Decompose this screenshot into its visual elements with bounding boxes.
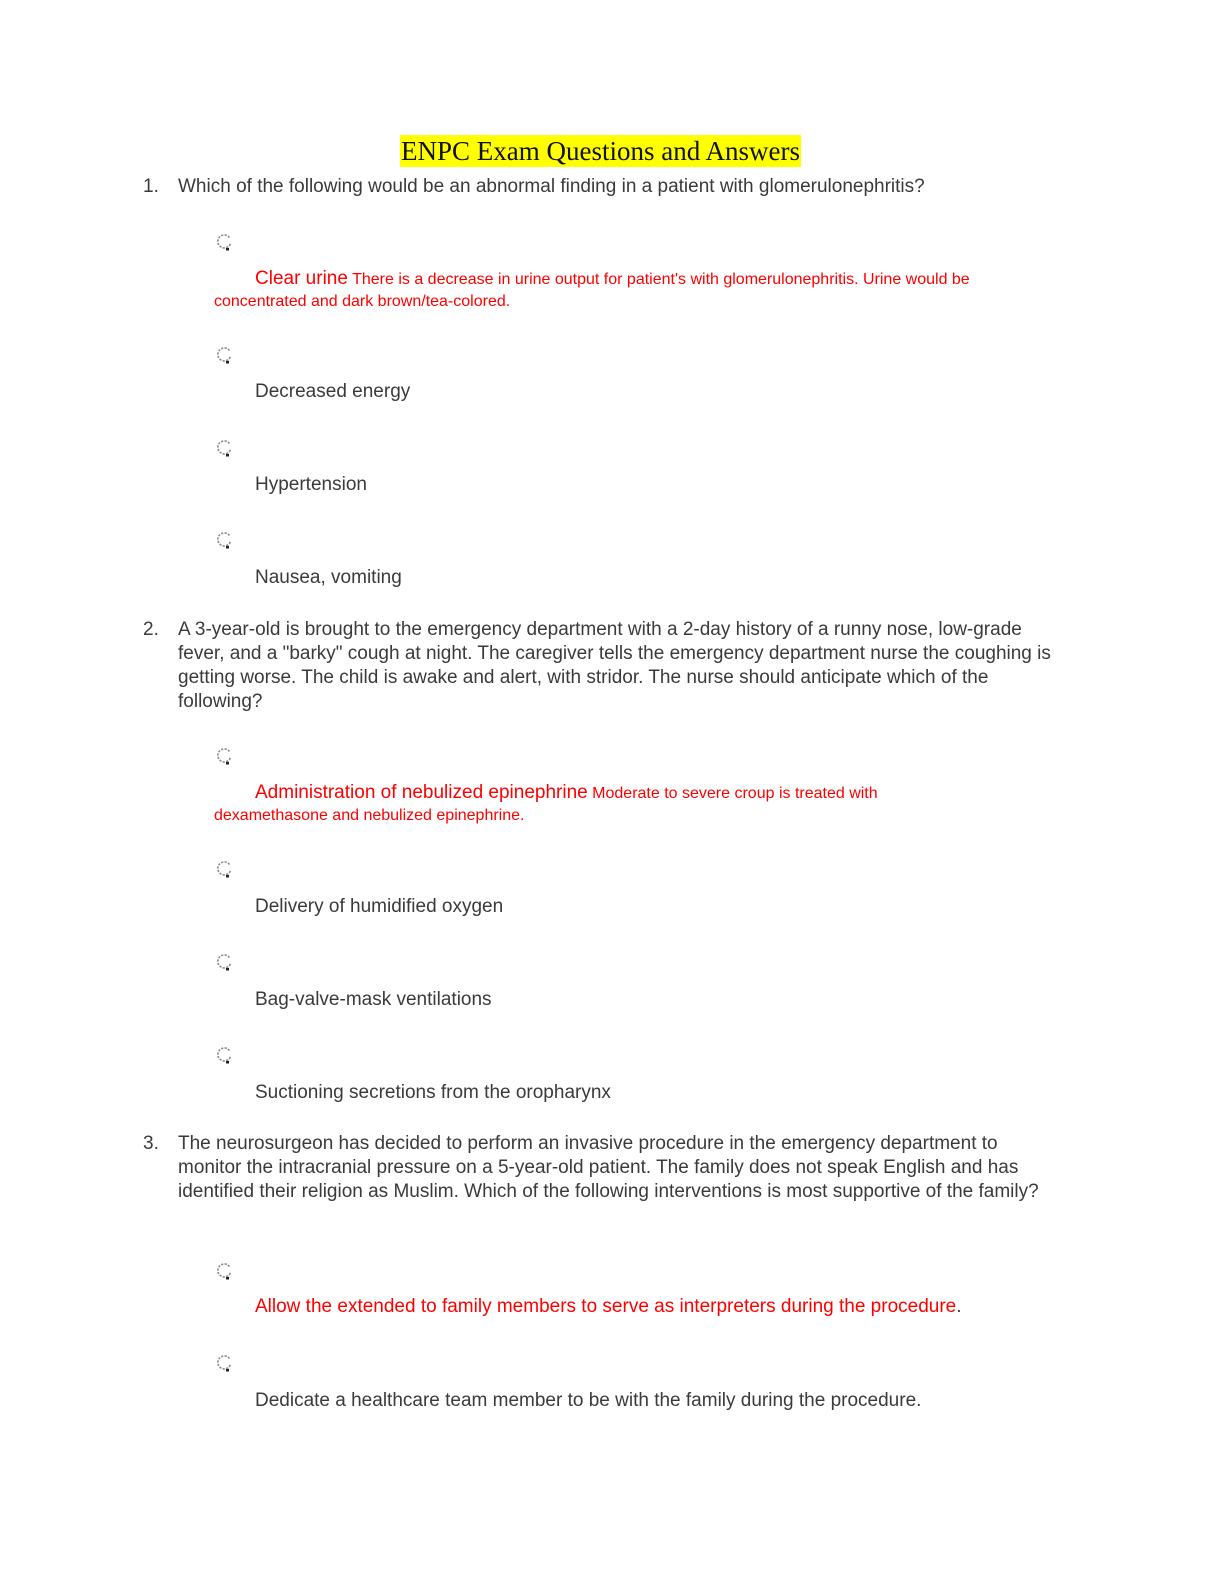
- radio-button-icon[interactable]: [216, 1046, 234, 1066]
- radio-button-icon[interactable]: [216, 860, 234, 880]
- answer-text: Administration of nebulized epinephrine: [255, 782, 588, 803]
- radio-button-icon[interactable]: [216, 953, 234, 973]
- answer-rationale: Moderate to severe croup is treated with dexamethasone and nebulized epinephrine.: [214, 785, 878, 824]
- answer-rationale: There is a decrease in urine output for patient's with glomerulonephritis. Urine would be concentrated and dark brown/tea-colored.: [214, 271, 970, 310]
- question-text: A 3-year-old is brought to the emergency department with a 2-day history of a runny nose, low-grade fever, and a "barky" cough at night. The caregiver tells the emergency department nurse the coughing is getting worse. The child is awake and alert, with stridor. The nurse should anticipate which of the following?: [178, 619, 1051, 712]
- question-number: 1.: [143, 176, 159, 197]
- answer-option: Delivery of humidified oxygen: [255, 896, 504, 917]
- question-number: 2.: [143, 619, 159, 640]
- correct-answer: [214, 1296, 1064, 1318]
- answer-option: Dedicate a healthcare team member to be with the family during the procedure.: [255, 1390, 922, 1411]
- answer-text: Allow the extended to family members to serve as interpreters during the procedure: [255, 1296, 957, 1317]
- answer-option: Hypertension: [255, 474, 367, 495]
- correct-answer: [214, 782, 974, 827]
- answer-option: Nausea, vomiting: [255, 567, 402, 588]
- question-2: [143, 618, 1053, 714]
- question-1: [143, 175, 1053, 199]
- question-text: The neurosurgeon has decided to perform an invasive procedure in the emergency department to monitor the intracranial pressure on a 5-year-old patient. The family does not speak English and has identified their religion as Muslim. Which of the following interventions is most supportive of the family?: [178, 1133, 1039, 1202]
- question-number: 3.: [143, 1133, 159, 1154]
- answer-option: Suctioning secretions from the oropharynx: [255, 1082, 611, 1103]
- radio-button-icon[interactable]: [216, 439, 234, 459]
- question-3: [143, 1132, 1053, 1204]
- radio-button-icon[interactable]: [216, 346, 234, 366]
- radio-button-icon[interactable]: [216, 1262, 234, 1282]
- answer-option: Decreased energy: [255, 381, 411, 402]
- radio-button-icon[interactable]: [216, 747, 234, 767]
- document-title: ENPC Exam Questions and Answers: [401, 136, 800, 166]
- answer-option: Bag-valve-mask ventilations: [255, 989, 492, 1010]
- radio-button-icon[interactable]: [216, 233, 234, 253]
- answer-period: .: [956, 1296, 962, 1317]
- correct-answer: [214, 268, 1064, 313]
- answer-text: Clear urine: [255, 268, 348, 289]
- question-text: Which of the following would be an abnormal finding in a patient with glomerulonephritis?: [178, 176, 925, 197]
- radio-button-icon[interactable]: [216, 1354, 234, 1374]
- radio-button-icon[interactable]: [216, 531, 234, 551]
